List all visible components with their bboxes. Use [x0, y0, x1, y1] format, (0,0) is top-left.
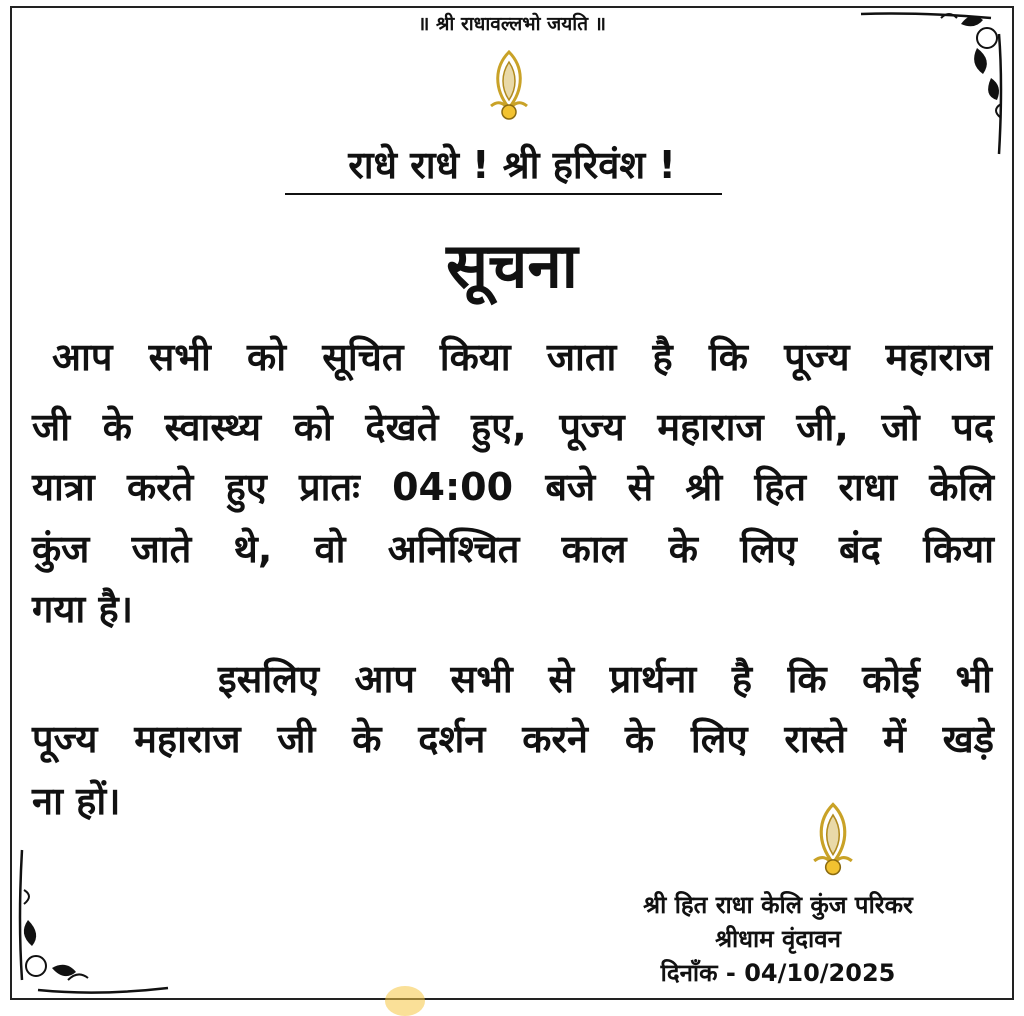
tilak-emblem-icon: [487, 48, 531, 124]
corner-ornament-bottom-left-icon: [8, 840, 183, 1002]
notice-date: दिनाँक - 04/10/2025: [660, 959, 896, 987]
greeting-underline: [285, 193, 722, 195]
paragraph2-line: इसलिए आप सभी से प्रार्थना है कि कोई भी: [218, 657, 992, 701]
paragraph2-line: पूज्य महाराज जी के दर्शन करने के लिए रास्ते में खड़े: [32, 717, 994, 761]
greeting-title: राधे राधे ! श्री हरिवंश !: [348, 143, 676, 187]
signature-emblem-icon: [810, 800, 856, 880]
paragraph1-line: गया है।: [32, 587, 134, 631]
paragraph1-line: कुंज जाते थे, वो अनिश्चित काल के लिए बंद किया: [32, 527, 994, 571]
paragraph1-line: जी के स्वास्थ्य को देखते हुए, पूज्य महाराज जी, जो पद: [32, 405, 994, 449]
paragraph1-line: यात्रा करते हुए प्रातः 04:00 बजे से श्री हित राधा केलि: [32, 465, 994, 509]
paragraph1-line: आप सभी को सूचित किया जाता है कि पूज्य महाराज: [52, 335, 992, 379]
signature-organization: श्री हित राधा केलि कुंज परिकर: [643, 891, 913, 919]
notice-heading: सूचना: [446, 229, 578, 302]
invocation-line: ॥ श्री राधावल्लभो जयति ॥: [417, 13, 607, 35]
yellow-smudge: [385, 986, 425, 1016]
signature-location: श्रीधाम वृंदावन: [715, 925, 841, 953]
paragraph2-line: ना हों।: [32, 779, 121, 823]
